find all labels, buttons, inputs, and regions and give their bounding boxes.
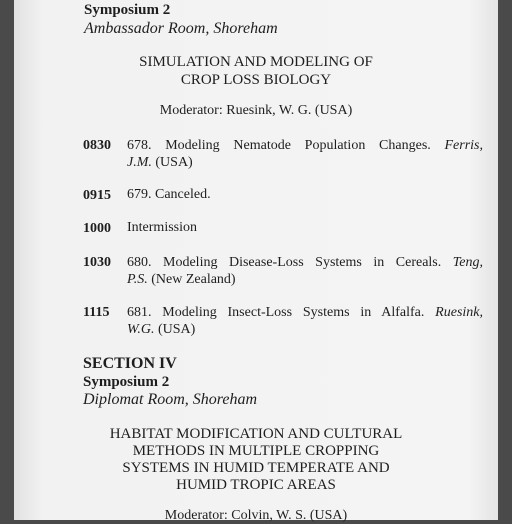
session-title: 680. Modeling Disease-Loss Systems in Cereals. bbox=[127, 255, 453, 270]
author-name: Ferris, bbox=[444, 138, 483, 153]
session-entry-680 bbox=[127, 254, 483, 272]
author-name: Ruesink, bbox=[435, 305, 483, 320]
section-heading: SECTION IV bbox=[83, 355, 177, 372]
symposium-title-line-1: HABITAT MODIFICATION AND CULTURAL bbox=[109, 426, 403, 442]
symposium-title-line-2: METHODS IN MULTIPLE CROPPING bbox=[132, 443, 380, 459]
session-title: 681. Modeling Insect-Loss Systems in Alfalfa. bbox=[127, 305, 436, 320]
author-country: (New Zealand) bbox=[147, 272, 236, 287]
session-time: 1115 bbox=[83, 305, 110, 320]
symposium-heading: Symposium 2 bbox=[84, 2, 171, 18]
session-entry-681 bbox=[127, 304, 483, 322]
session-entry-679: 679. Canceled. bbox=[127, 187, 211, 202]
session-entry-681-line-2 bbox=[127, 322, 195, 338]
symposium-title-line-1: SIMULATION AND MODELING OF bbox=[139, 54, 373, 70]
author-initials: W.G. bbox=[127, 322, 155, 337]
author-country: (USA) bbox=[154, 322, 196, 337]
author-country: (USA) bbox=[151, 155, 193, 170]
room-name: Ambassador Room, Shoreham bbox=[84, 20, 278, 37]
symposium-title-line-3: SYSTEMS IN HUMID TEMPERATE AND bbox=[122, 460, 390, 476]
session-entry-678 bbox=[127, 137, 483, 155]
moderator-line: Moderator: Colvin, W. S. (USA) bbox=[164, 508, 348, 523]
session-entry-678-line-2 bbox=[127, 155, 193, 171]
session-time: 0830 bbox=[83, 138, 111, 153]
document-page bbox=[14, 0, 498, 523]
session-time: 1000 bbox=[83, 221, 111, 236]
session-time: 0915 bbox=[83, 188, 111, 203]
room-name: Diplomat Room, Shoreham bbox=[83, 391, 258, 408]
symposium-heading: Symposium 2 bbox=[83, 374, 170, 390]
intermission-label: Intermission bbox=[127, 220, 197, 235]
session-entry-680-line-2 bbox=[127, 272, 236, 288]
moderator-line: Moderator: Ruesink, W. G. (USA) bbox=[159, 103, 353, 118]
session-title: 678. Modeling Nematode Population Changes. bbox=[127, 138, 445, 153]
author-initials: J.M. bbox=[127, 155, 152, 170]
symposium-title-line-4: HUMID TROPIC AREAS bbox=[176, 477, 336, 493]
author-name: Teng, bbox=[452, 255, 483, 270]
symposium-title-line-2: CROP LOSS BIOLOGY bbox=[180, 72, 332, 88]
author-initials: P.S. bbox=[127, 272, 148, 287]
session-time: 1030 bbox=[83, 255, 111, 270]
